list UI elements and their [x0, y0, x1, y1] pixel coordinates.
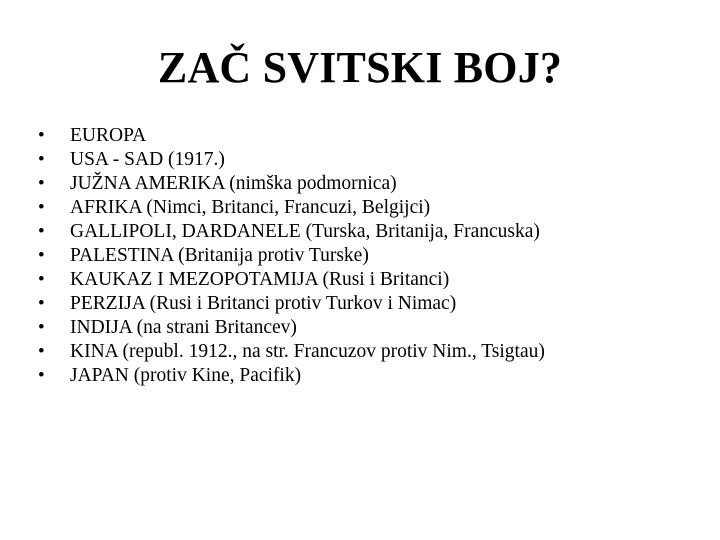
list-item-text: GALLIPOLI, DARDANELE (Turska, Britanija, Francuska) — [70, 221, 540, 242]
slide-title: ZAČ SVITSKI BOJ? — [157, 43, 563, 92]
list-item — [38, 198, 688, 217]
list-item — [38, 126, 688, 145]
bullet-icon: • — [38, 125, 45, 146]
list-item-text: KINA (republ. 1912., na str. Francuzov protiv Nim., Tsigtau) — [70, 341, 545, 362]
list-item — [38, 294, 688, 313]
list-item — [38, 342, 688, 361]
list-item — [38, 174, 688, 193]
bullet-icon: • — [38, 293, 45, 314]
bullet-list — [38, 126, 688, 390]
list-item — [38, 150, 688, 169]
list-item-text: PALESTINA (Britanija protiv Turske) — [70, 245, 369, 266]
list-item-text: JUŽNA AMERIKA (nimška podmornica) — [70, 173, 397, 194]
bullet-icon: • — [38, 317, 45, 338]
list-item-text: INDIJA (na strani Britancev) — [70, 317, 297, 338]
list-item-text: USA - SAD (1917.) — [70, 149, 225, 170]
list-item — [38, 246, 688, 265]
list-item — [38, 270, 688, 289]
bullet-icon: • — [38, 149, 45, 170]
bullet-icon: • — [38, 197, 45, 218]
list-item — [38, 366, 688, 385]
list-item-text: EUROPA — [70, 125, 147, 146]
list-item — [38, 318, 688, 337]
list-item-text: AFRIKA (Nimci, Britanci, Francuzi, Belgijci) — [70, 197, 431, 218]
bullet-icon: • — [38, 173, 45, 194]
bullet-icon: • — [38, 269, 45, 290]
bullet-icon: • — [38, 341, 45, 362]
bullet-icon: • — [38, 365, 45, 386]
list-item-text: KAUKAZ I MEZOPOTAMIJA (Rusi i Britanci) — [70, 269, 450, 290]
bullet-icon: • — [38, 245, 45, 266]
list-item-text: JAPAN (protiv Kine, Pacifik) — [70, 365, 302, 386]
list-item — [38, 222, 688, 241]
list-item-text: PERZIJA (Rusi i Britanci protiv Turkov i Nimac) — [70, 293, 457, 314]
bullet-icon: • — [38, 221, 45, 242]
